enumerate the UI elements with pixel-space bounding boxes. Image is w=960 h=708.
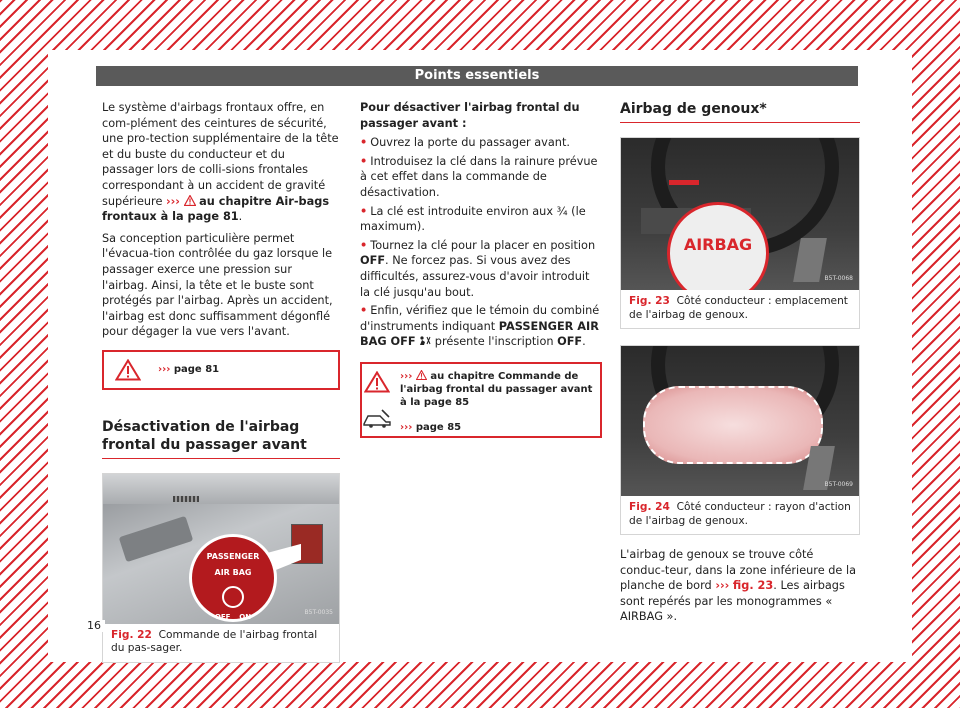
reference-arrow: ››› [158,364,171,376]
section-title: Désactivation de l'airbag frontal du passager avant [102,418,307,453]
page-number: 16 [83,620,105,632]
reference-arrow: ››› [400,370,413,382]
warning-icon [416,370,427,380]
figure-24-caption: Fig. 24 Côté conducteur : rayon d'action de l'airbag de genoux. [629,501,851,527]
figure-22-caption: Fig. 22 Commande de l'airbag frontal du pas-sager. [111,628,318,655]
warning-page-link[interactable]: page 81 [173,364,220,376]
column-middle [360,100,602,438]
knee-airbag-paragraph: L'airbag de genoux se trouve côté conduc-teur, dans la zone inférieure de la planche de bord ››› fig. 23. Les airbags sont repérés par les monogrammes « AIRBAG ». [620,548,857,624]
car-note-icon [362,408,392,428]
airbag-zoom-circle: AIRBAG [667,202,769,290]
reference-arrow: ››› [166,194,180,208]
design-paragraph: Sa conception particulière permet l'évacua-tion contrôlée du gaz lorsque le passager exerce une pression sur l'airbag. Ainsi, la tête et le buste sont protégés par l'airbag. Après un accident, l'airbag est donc suffisamment dégonflé pour dégager la vue vers l'avant. [102,231,333,339]
title-underline [102,458,340,459]
figure-link[interactable]: fig. 23 [732,579,774,593]
procedure-heading: Pour désactiver l'airbag frontal du passager avant : [360,101,580,130]
reference-arrow: ››› [715,579,730,593]
warning-page-link[interactable]: page 85 [415,421,462,433]
warning-icon [364,371,390,393]
title-underline [620,122,860,123]
off-label: OFF [557,335,583,349]
warning-box [102,350,340,390]
figure-23 [620,137,860,329]
figure-code: B5T-0068 [824,275,853,283]
page-header: Points essentiels [96,66,858,86]
step-list-item: • La clé est introduite environ aux ¾ (le maximum). [360,204,586,234]
figure-24-image [621,346,859,496]
step-list-item: • Ouvrez la porte du passager avant. [360,136,570,150]
figure-code: B5T-0069 [824,481,853,489]
inflated-airbag [643,386,823,464]
step-list-item: • Enfin, vérifiez que le témoin du combiné d'instruments indiquant PASSENGER AIR BAG OFF présente l'inscription OFF. [360,304,600,349]
pedal [793,238,827,282]
chapter-link[interactable]: au chapitre Air-bags frontaux à la page 81 [102,194,330,224]
warning-icon [115,359,141,381]
figure-23-caption: Fig. 23 Côté conducteur : emplacement de l'airbag de genoux. [629,295,848,321]
passenger-airbag-off-label: PASSENGER AIR BAG OFF [360,319,599,349]
figure-24 [620,345,860,535]
zoom-circle: PASSENGER AIR BAG OFF ON [189,534,277,622]
warning-chapter-link[interactable]: au chapitre Commande de l'airbag frontal du passager avant à la page 85 [400,370,593,408]
step-list-item: • Introduisez la clé dans la rainure prévue à cet effet dans la commande de désactivation. [360,154,598,199]
off-label: OFF [360,254,386,268]
reference-arrow: ››› [400,421,413,433]
glovebox-handle [119,516,194,562]
figure-22-image [103,474,339,624]
column-left [102,100,340,663]
airbag-marker [669,180,699,185]
step-list-item: • Tournez la clé pour la placer en position OFF. Ne forcez pas. Si vous avez des difficultés, assurez-vous d'avoir introduit la clé jusqu'au bout. [360,238,596,299]
vent-slots [173,496,199,502]
column-right [620,100,860,631]
key-slot-icon [222,586,244,608]
figure-22 [102,473,340,663]
warning-icon [184,195,196,206]
glovebox-edge [103,474,339,504]
intro-paragraph: Le système d'airbags frontaux offre, en com-plément des ceintures de sécurité, une pro-tection supplémentaire de la tête et du buste du conducteur et du passager lors de colli-sions frontales correspondant à un accident de gravité supérieure ››› au chapitre Air-bags frontaux à la page 81. [102,101,339,224]
airbag-warning-icon [419,336,431,346]
section-title: Airbag de genoux* [620,101,767,117]
figure-23-image [621,138,859,290]
warning-box [360,362,602,438]
section-divider [102,418,340,459]
figure-code: B5T-0035 [304,609,333,617]
